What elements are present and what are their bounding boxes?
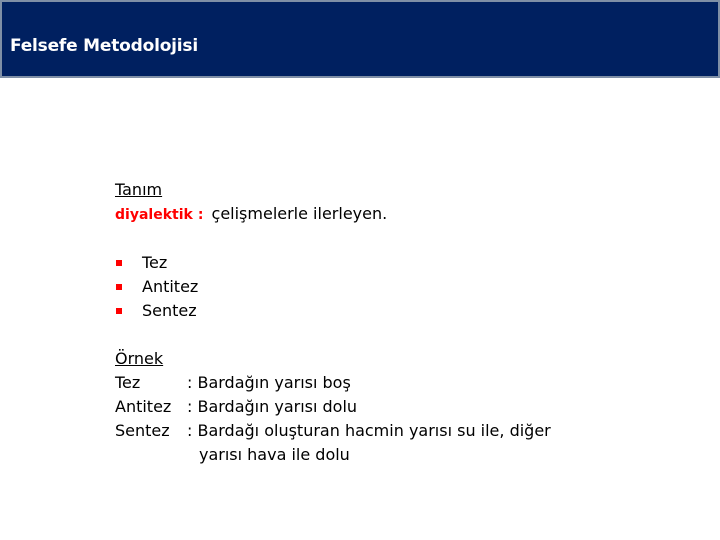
slide-content <box>115 178 551 467</box>
title-bar <box>0 0 720 78</box>
definition-term: diyalektik <box>115 207 193 223</box>
example-continuation: yarısı hava ile dolu <box>199 445 350 464</box>
bullet-label: Antitez <box>142 277 199 296</box>
definition-separator: : <box>197 207 204 223</box>
square-bullet-icon <box>116 308 122 314</box>
example-row-label: Antitez <box>115 397 172 416</box>
example-row-value: : Bardağın yarısı boş <box>187 373 351 392</box>
square-bullet-icon <box>116 284 122 290</box>
example-heading: Örnek <box>115 349 164 368</box>
bullet-label: Tez <box>142 253 168 272</box>
bullet-item <box>115 299 551 323</box>
definition-text: çelişmelerle ilerleyen. <box>211 204 388 223</box>
bullet-item <box>115 275 551 299</box>
bullet-label: Sentez <box>142 301 197 320</box>
example-row <box>115 395 551 419</box>
example-row <box>115 419 551 443</box>
slide-title: Felsefe Metodolojisi <box>10 36 198 56</box>
definition-line <box>115 202 551 227</box>
example-row-label: Sentez <box>115 421 170 440</box>
definition-heading: Tanım <box>115 180 163 199</box>
example-row-value: : Bardağın yarısı dolu <box>187 397 358 416</box>
example-row <box>115 371 551 395</box>
bullet-item <box>115 251 551 275</box>
square-bullet-icon <box>116 260 122 266</box>
example-section <box>115 347 551 467</box>
example-row-label: Tez <box>115 373 141 392</box>
example-row-value: : Bardağı oluşturan hacmin yarısı su ile, diğer <box>187 421 551 440</box>
bullet-list <box>115 251 551 323</box>
